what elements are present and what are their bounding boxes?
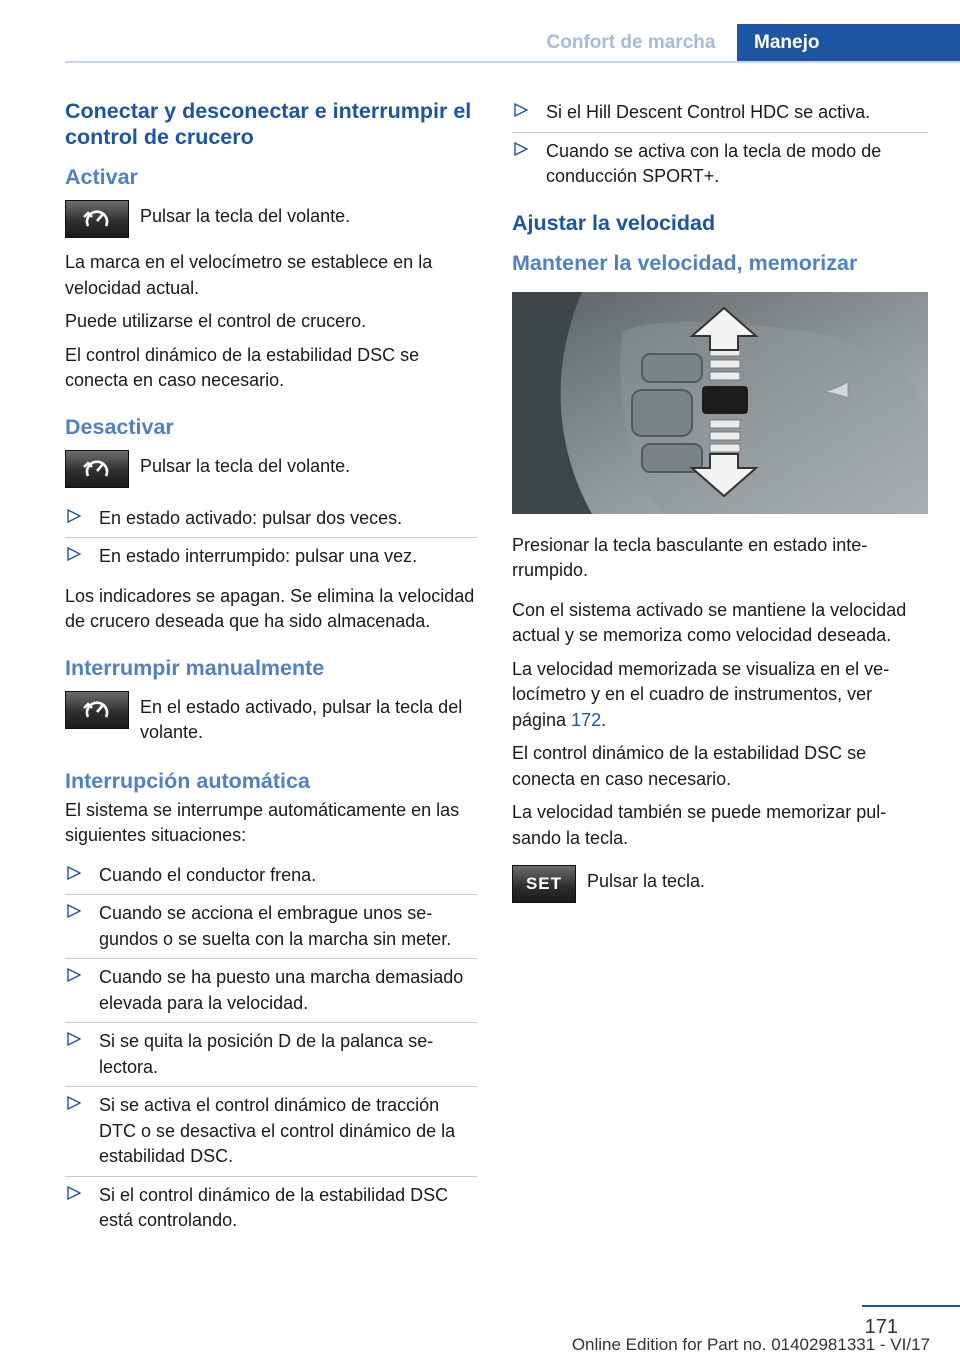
list-item: Cuando se activa con la tecla de modo de conducción SPORT+. xyxy=(512,132,928,196)
paragraph: Puede utilizarse el control de crucero. xyxy=(65,311,367,331)
cruise-control-icon xyxy=(82,697,112,723)
manual-instruction: En el estado activado, pulsar la tecla del volante. xyxy=(140,696,463,742)
set-instruction: Pulsar la tecla. xyxy=(587,871,706,891)
steering-wheel-illustration xyxy=(512,292,928,514)
bullet-triangle-icon xyxy=(67,1032,81,1046)
bullet-triangle-icon xyxy=(514,103,528,117)
paragraph: La velocidad memorizada se visualiza en el velocímetro y en el cuadro de instrumentos, ver página 172. xyxy=(512,658,890,730)
cruise-control-key xyxy=(65,450,129,488)
header-section-tab[interactable]: Confort de marcha xyxy=(546,32,716,53)
section-title-cruise: Conectar y desconectar e interrumpir el control de crucero xyxy=(65,99,472,149)
list-item: Si el Hill Descent Control HDC se activa. xyxy=(512,98,928,132)
page-link[interactable]: 172 xyxy=(571,709,602,730)
list-item: Si se activa el control dinámico de tracción DTC o se desactiva el control dinámico de la estabilidad DSC. xyxy=(65,1086,477,1176)
cruise-control-key xyxy=(65,200,129,238)
desactivar-list xyxy=(65,500,477,576)
bullet-triangle-icon xyxy=(67,904,81,918)
paragraph: Presionar la tecla basculante en estado interrumpido. xyxy=(512,534,868,580)
page-number: 171 xyxy=(864,1316,898,1338)
footer-rule xyxy=(862,1305,960,1307)
paragraph: La marca en el velocímetro se establece en la velocidad actual. xyxy=(65,252,433,298)
heading-activar: Activar xyxy=(65,165,138,189)
bullet-triangle-icon xyxy=(67,509,81,523)
paragraph: Los indicadores se apagan. Se elimina la velocidad de crucero deseada que ha sido almacenada. xyxy=(65,585,475,631)
heading-auto: Interrupción automática xyxy=(65,768,310,793)
activar-instruction: Pulsar la tecla del volante. xyxy=(140,206,351,226)
header-chapter-tab[interactable]: Manejo xyxy=(737,24,960,61)
bullet-triangle-icon xyxy=(514,142,528,156)
list-item: En estado activado: pulsar dos veces. xyxy=(65,500,477,538)
footer-edition: Online Edition for Part no. 01402981331 - VI/17 xyxy=(571,1335,930,1354)
cruise-control-icon xyxy=(82,206,112,232)
cruise-control-icon xyxy=(82,456,112,482)
paragraph: El control dinámico de la estabilidad DSC se conecta en caso necesario. xyxy=(65,344,420,390)
list-item: Si se quita la posición D de la palanca selectora. xyxy=(65,1022,477,1086)
set-key-label: SET xyxy=(525,874,563,893)
bullet-triangle-icon xyxy=(67,1186,81,1200)
auto-list xyxy=(65,857,477,1240)
paragraph: Con el sistema activado se mantiene la velocidad actual y se memoriza como velocidad deseada. xyxy=(512,599,907,645)
header-rule xyxy=(65,61,960,63)
heading-manual: Interrumpir manualmente xyxy=(65,655,325,680)
cruise-control-key xyxy=(65,691,129,729)
bullet-triangle-icon xyxy=(67,866,81,880)
list-item: Cuando el conductor frena. xyxy=(65,857,477,895)
left-column xyxy=(65,98,477,1248)
conditions-list xyxy=(512,98,928,196)
list-item: En estado interrumpido: pulsar una vez. xyxy=(65,537,477,576)
list-item: Si el control dinámico de la estabilidad DSC está controlando. xyxy=(65,1176,477,1240)
paragraph: El sistema se interrumpe automáticamente en las siguientes situaciones: xyxy=(65,799,460,845)
list-item: Cuando se ha puesto una marcha demasiado elevada para la velocidad. xyxy=(65,958,477,1022)
paragraph: El control dinámico de la estabilidad DSC se conecta en caso necesario. xyxy=(512,743,867,789)
set-button-row xyxy=(512,865,928,903)
bullet-triangle-icon xyxy=(67,547,81,561)
manual-button-row xyxy=(65,691,477,746)
bullet-triangle-icon xyxy=(67,1096,81,1110)
paragraph: La velocidad también se puede memorizar pulsando la tecla. xyxy=(512,802,887,848)
heading-desactivar: Desactivar xyxy=(65,414,174,439)
heading-keep-speed: Mantener la velocidad, memorizar xyxy=(512,250,858,275)
bullet-triangle-icon xyxy=(67,968,81,982)
section-title-speed: Ajustar la velocidad xyxy=(512,210,716,235)
right-column xyxy=(512,98,928,915)
desactivar-instruction: Pulsar la tecla del volante. xyxy=(140,455,351,476)
activar-button-row xyxy=(65,200,477,238)
set-key xyxy=(512,865,576,903)
list-item: Cuando se acciona el embrague unos segundos o se suelta con la marcha sin meter. xyxy=(65,894,477,958)
desactivar-button-row xyxy=(65,450,477,488)
